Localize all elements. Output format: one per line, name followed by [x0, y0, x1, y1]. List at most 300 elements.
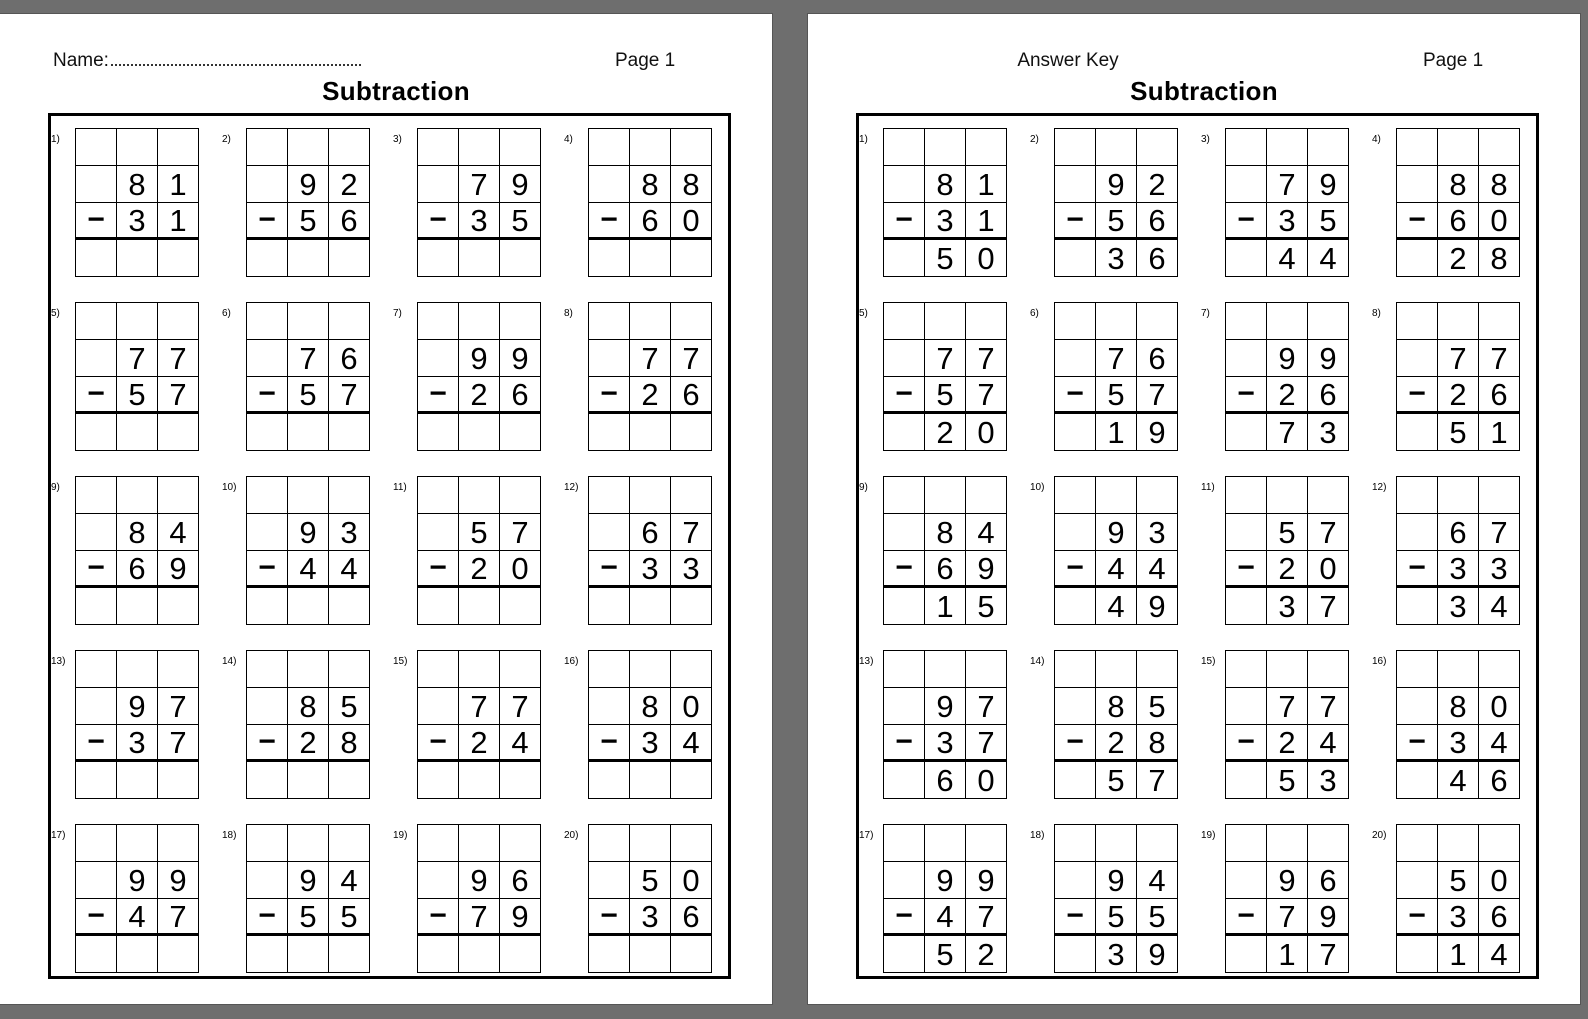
answer-blank	[1055, 762, 1096, 799]
blank-cell	[1479, 825, 1520, 862]
blank-cell	[671, 477, 712, 514]
blank-cell	[589, 129, 630, 166]
minuend-ones: 6	[1137, 340, 1178, 377]
blank-cell	[884, 514, 925, 551]
answer-blank[interactable]	[418, 588, 459, 625]
problem-1	[859, 128, 1009, 278]
problem-13	[51, 650, 201, 800]
subtrahend-tens: 3	[1438, 725, 1479, 762]
problem-10	[222, 476, 372, 626]
problem-grid	[75, 824, 199, 973]
problem-grid	[588, 128, 712, 277]
problem-number: 4)	[564, 134, 573, 145]
problem-number: 15)	[1201, 656, 1216, 667]
answer-ones-blank[interactable]	[329, 588, 370, 625]
subtrahend-ones: 4	[1137, 551, 1178, 588]
answer-tens-blank[interactable]	[117, 414, 158, 451]
answer-tens-blank[interactable]	[288, 414, 329, 451]
blank-cell	[158, 303, 199, 340]
problem-18	[1030, 824, 1180, 974]
subtrahend-tens: 6	[630, 203, 671, 240]
answer-blank[interactable]	[589, 936, 630, 973]
blank-cell	[500, 477, 541, 514]
problem-number: 19)	[1201, 830, 1216, 841]
blank-cell	[925, 303, 966, 340]
answer-blank	[884, 762, 925, 799]
problem-number: 10)	[1030, 482, 1045, 493]
minuend-tens: 9	[117, 862, 158, 899]
blank-cell	[288, 303, 329, 340]
answer-ones: 9	[1137, 936, 1178, 973]
problem-grid	[1396, 824, 1520, 973]
blank-cell	[1397, 477, 1438, 514]
problem-grid	[75, 302, 199, 451]
answer-tens-blank[interactable]	[288, 588, 329, 625]
answer-tens-blank[interactable]	[117, 588, 158, 625]
problem-grid	[1225, 128, 1349, 277]
blank-cell	[76, 129, 117, 166]
minuend-ones: 9	[1308, 340, 1349, 377]
blank-cell	[418, 166, 459, 203]
answer-ones: 3	[1308, 414, 1349, 451]
minus-sign: −	[1055, 377, 1096, 414]
blank-cell	[1226, 340, 1267, 377]
answer-blank[interactable]	[589, 588, 630, 625]
subtrahend-tens: 4	[925, 899, 966, 936]
minuend-ones: 2	[1137, 166, 1178, 203]
subtrahend-ones: 0	[1308, 551, 1349, 588]
problem-grid	[1225, 824, 1349, 973]
subtrahend-ones: 8	[1137, 725, 1178, 762]
answer-blank[interactable]	[418, 240, 459, 277]
problem-grid	[1054, 824, 1178, 973]
blank-cell	[117, 651, 158, 688]
blank-cell	[1397, 825, 1438, 862]
problem-5	[859, 302, 1009, 452]
minuend-ones: 7	[1479, 340, 1520, 377]
problem-7	[393, 302, 543, 452]
problem-grid	[1225, 302, 1349, 451]
answer-blank[interactable]	[247, 936, 288, 973]
blank-cell	[1226, 862, 1267, 899]
problem-number: 6)	[1030, 308, 1039, 319]
subtrahend-ones: 6	[500, 377, 541, 414]
minuend-tens: 9	[459, 862, 500, 899]
blank-cell	[1438, 825, 1479, 862]
problem-15	[1201, 650, 1351, 800]
blank-cell	[1397, 166, 1438, 203]
minus-sign: −	[1055, 725, 1096, 762]
answer-blank	[1397, 762, 1438, 799]
blank-cell	[1055, 862, 1096, 899]
answer-ones-blank[interactable]	[329, 240, 370, 277]
blank-cell	[76, 825, 117, 862]
problems-frame	[856, 113, 1539, 979]
answer-blank[interactable]	[76, 414, 117, 451]
answer-ones-blank[interactable]	[329, 414, 370, 451]
blank-cell	[288, 825, 329, 862]
answer-ones-blank[interactable]	[500, 240, 541, 277]
subtrahend-tens: 2	[288, 725, 329, 762]
blank-cell	[1137, 825, 1178, 862]
answer-tens-blank[interactable]	[288, 936, 329, 973]
problem-grid	[883, 476, 1007, 625]
answer-ones: 7	[1137, 762, 1178, 799]
blank-cell	[1055, 514, 1096, 551]
blank-cell	[418, 862, 459, 899]
answer-blank[interactable]	[418, 762, 459, 799]
blank-cell	[884, 166, 925, 203]
problem-10	[1030, 476, 1180, 626]
answer-ones: 9	[1137, 414, 1178, 451]
blank-cell	[1267, 129, 1308, 166]
answer-ones-blank[interactable]	[329, 762, 370, 799]
problem-number: 2)	[222, 134, 231, 145]
subtrahend-ones: 4	[671, 725, 712, 762]
blank-cell	[418, 651, 459, 688]
answer-tens-blank[interactable]	[117, 762, 158, 799]
subtrahend-tens: 3	[117, 725, 158, 762]
blank-cell	[1096, 303, 1137, 340]
blank-cell	[589, 825, 630, 862]
problem-grid	[1054, 476, 1178, 625]
answer-ones-blank[interactable]	[500, 414, 541, 451]
blank-cell	[884, 825, 925, 862]
answer-ones-blank[interactable]	[158, 936, 199, 973]
answer-tens: 1	[1438, 936, 1479, 973]
answer-blank	[1055, 936, 1096, 973]
blank-cell	[76, 166, 117, 203]
blank-cell	[288, 651, 329, 688]
answer-ones-blank[interactable]	[671, 240, 712, 277]
answer-tens-blank[interactable]	[459, 588, 500, 625]
subtrahend-tens: 3	[459, 203, 500, 240]
subtrahend-ones: 3	[1479, 551, 1520, 588]
blank-cell	[1479, 129, 1520, 166]
answer-blank[interactable]	[589, 762, 630, 799]
answer-ones-blank[interactable]	[671, 414, 712, 451]
blank-cell	[329, 825, 370, 862]
problem-9	[51, 476, 201, 626]
answer-blank[interactable]	[76, 240, 117, 277]
blank-cell	[1226, 166, 1267, 203]
subtrahend-ones: 7	[158, 377, 199, 414]
blank-cell	[288, 129, 329, 166]
blank-cell	[1438, 651, 1479, 688]
problem-grid	[1396, 128, 1520, 277]
problem-number: 4)	[1372, 134, 1381, 145]
answer-blank[interactable]	[247, 588, 288, 625]
minuend-ones: 9	[500, 166, 541, 203]
subtrahend-tens: 3	[630, 551, 671, 588]
subtrahend-ones: 6	[1137, 203, 1178, 240]
answer-tens: 3	[1096, 240, 1137, 277]
subtrahend-tens: 6	[1438, 203, 1479, 240]
answer-tens: 4	[1267, 240, 1308, 277]
minuend-ones: 5	[329, 688, 370, 725]
subtrahend-ones: 7	[966, 725, 1007, 762]
answer-blank[interactable]	[76, 936, 117, 973]
answer-tens-blank[interactable]	[288, 762, 329, 799]
subtrahend-ones: 5	[500, 203, 541, 240]
subtrahend-ones: 4	[329, 551, 370, 588]
minuend-ones: 6	[329, 340, 370, 377]
blank-cell	[1397, 129, 1438, 166]
answer-ones-blank[interactable]	[158, 588, 199, 625]
blank-cell	[158, 651, 199, 688]
blank-cell	[1055, 477, 1096, 514]
answer-tens-blank[interactable]	[288, 240, 329, 277]
minuend-tens: 9	[1267, 340, 1308, 377]
answer-tens: 4	[1438, 762, 1479, 799]
subtrahend-tens: 2	[1267, 551, 1308, 588]
problem-grid	[588, 476, 712, 625]
problem-grid	[1396, 650, 1520, 799]
problem-number: 3)	[1201, 134, 1210, 145]
minuend-tens: 9	[925, 688, 966, 725]
minuend-tens: 6	[1438, 514, 1479, 551]
problem-number: 2)	[1030, 134, 1039, 145]
subtrahend-ones: 0	[1479, 203, 1520, 240]
blank-cell	[1137, 477, 1178, 514]
answer-ones: 4	[1308, 240, 1349, 277]
minuend-ones: 5	[1137, 688, 1178, 725]
minuend-ones: 9	[966, 862, 1007, 899]
subtrahend-ones: 6	[1479, 899, 1520, 936]
minus-sign: −	[1226, 899, 1267, 936]
answer-tens-blank[interactable]	[117, 936, 158, 973]
answer-blank	[1397, 588, 1438, 625]
problem-15	[393, 650, 543, 800]
answer-blank	[1397, 936, 1438, 973]
answer-tens-blank[interactable]	[459, 414, 500, 451]
subtrahend-tens: 2	[459, 725, 500, 762]
blank-cell	[630, 477, 671, 514]
subtrahend-tens: 2	[1438, 377, 1479, 414]
blank-cell	[630, 825, 671, 862]
answer-ones-blank[interactable]	[500, 588, 541, 625]
answer-tens: 2	[925, 414, 966, 451]
problem-number: 1)	[859, 134, 868, 145]
answer-ones-blank[interactable]	[671, 936, 712, 973]
minus-sign: −	[76, 377, 117, 414]
answer-ones: 4	[1479, 588, 1520, 625]
subtrahend-tens: 3	[630, 899, 671, 936]
minus-sign: −	[589, 377, 630, 414]
blank-cell	[1397, 651, 1438, 688]
answer-ones-blank[interactable]	[329, 936, 370, 973]
problem-18	[222, 824, 372, 974]
answer-tens-blank[interactable]	[117, 240, 158, 277]
minus-sign: −	[247, 377, 288, 414]
minuend-ones: 8	[1479, 166, 1520, 203]
answer-ones: 0	[966, 240, 1007, 277]
minus-sign: −	[1226, 551, 1267, 588]
problem-5	[51, 302, 201, 452]
problem-grid	[246, 302, 370, 451]
blank-cell	[1137, 651, 1178, 688]
problem-11	[1201, 476, 1351, 626]
subtrahend-tens: 6	[117, 551, 158, 588]
problem-19	[393, 824, 543, 974]
answer-blank[interactable]	[418, 936, 459, 973]
minus-sign: −	[418, 551, 459, 588]
minuend-tens: 8	[288, 688, 329, 725]
minuend-tens: 8	[630, 166, 671, 203]
answer-ones-blank[interactable]	[500, 936, 541, 973]
problem-9	[859, 476, 1009, 626]
blank-cell	[884, 651, 925, 688]
problem-grid	[1054, 302, 1178, 451]
answer-ones-blank[interactable]	[158, 414, 199, 451]
subtrahend-ones: 7	[966, 377, 1007, 414]
minuend-ones: 4	[1137, 862, 1178, 899]
blank-cell	[1055, 651, 1096, 688]
blank-cell	[247, 129, 288, 166]
answer-blank[interactable]	[247, 240, 288, 277]
answer-tens-blank[interactable]	[459, 762, 500, 799]
blank-cell	[247, 651, 288, 688]
answer-blank[interactable]	[589, 240, 630, 277]
minuend-tens: 9	[1096, 166, 1137, 203]
answer-tens-blank[interactable]	[630, 762, 671, 799]
problem-19	[1201, 824, 1351, 974]
problem-grid	[883, 824, 1007, 973]
blank-cell	[117, 477, 158, 514]
answer-ones-blank[interactable]	[158, 762, 199, 799]
answer-tens-blank[interactable]	[459, 936, 500, 973]
answer-ones: 6	[1479, 762, 1520, 799]
blank-cell	[589, 514, 630, 551]
answer-blank	[1397, 414, 1438, 451]
answer-ones: 0	[966, 762, 1007, 799]
subtrahend-ones: 6	[329, 203, 370, 240]
problem-number: 9)	[51, 482, 60, 493]
blank-cell	[1479, 303, 1520, 340]
problem-8	[564, 302, 714, 452]
minuend-ones: 7	[671, 514, 712, 551]
answer-blank[interactable]	[76, 588, 117, 625]
blank-cell	[117, 825, 158, 862]
answer-blank[interactable]	[76, 762, 117, 799]
problem-number: 8)	[1372, 308, 1381, 319]
answer-tens: 1	[925, 588, 966, 625]
answer-ones-blank[interactable]	[671, 762, 712, 799]
answer-blank[interactable]	[589, 414, 630, 451]
problem-grid	[417, 302, 541, 451]
minuend-ones: 7	[500, 688, 541, 725]
blank-cell	[1226, 129, 1267, 166]
subtrahend-ones: 9	[158, 551, 199, 588]
minuend-tens: 7	[630, 340, 671, 377]
blank-cell	[1438, 129, 1479, 166]
problem-17	[51, 824, 201, 974]
minuend-tens: 5	[459, 514, 500, 551]
minus-sign: −	[418, 377, 459, 414]
problem-grid	[883, 650, 1007, 799]
subtrahend-ones: 7	[158, 725, 199, 762]
blank-cell	[418, 825, 459, 862]
answer-blank[interactable]	[247, 762, 288, 799]
blank-cell	[589, 303, 630, 340]
problem-number: 16)	[1372, 656, 1387, 667]
blank-cell	[418, 514, 459, 551]
minuend-tens: 7	[1096, 340, 1137, 377]
answer-blank[interactable]	[247, 414, 288, 451]
answer-tens-blank[interactable]	[630, 240, 671, 277]
minuend-tens: 5	[630, 862, 671, 899]
minus-sign: −	[589, 899, 630, 936]
blank-cell	[589, 651, 630, 688]
answer-tens-blank[interactable]	[630, 936, 671, 973]
problem-20	[1372, 824, 1522, 974]
blank-cell	[1055, 303, 1096, 340]
subtrahend-ones: 1	[158, 203, 199, 240]
problem-grid	[1225, 650, 1349, 799]
answer-ones-blank[interactable]	[500, 762, 541, 799]
blank-cell	[117, 129, 158, 166]
blank-cell	[158, 825, 199, 862]
answer-blank	[1226, 588, 1267, 625]
problem-grid	[588, 302, 712, 451]
subtrahend-tens: 3	[1438, 551, 1479, 588]
minuend-tens: 9	[1096, 514, 1137, 551]
subtrahend-tens: 3	[630, 725, 671, 762]
blank-cell	[630, 651, 671, 688]
answer-tens-blank[interactable]	[630, 414, 671, 451]
problem-12	[564, 476, 714, 626]
minuend-ones: 3	[1137, 514, 1178, 551]
minus-sign: −	[418, 899, 459, 936]
problem-number: 17)	[859, 830, 874, 841]
answer-ones: 8	[1479, 240, 1520, 277]
problem-number: 14)	[222, 656, 237, 667]
problem-number: 17)	[51, 830, 66, 841]
minuend-tens: 7	[1267, 688, 1308, 725]
minuend-ones: 4	[966, 514, 1007, 551]
answer-blank[interactable]	[418, 414, 459, 451]
minuend-ones: 7	[966, 340, 1007, 377]
blank-cell	[1479, 477, 1520, 514]
answer-tens-blank[interactable]	[630, 588, 671, 625]
minuend-tens: 8	[1438, 688, 1479, 725]
blank-cell	[966, 477, 1007, 514]
blank-cell	[925, 477, 966, 514]
minus-sign: −	[76, 725, 117, 762]
blank-cell	[1308, 303, 1349, 340]
blank-cell	[247, 688, 288, 725]
problem-16	[564, 650, 714, 800]
blank-cell	[329, 303, 370, 340]
blank-cell	[247, 340, 288, 377]
minus-sign: −	[76, 551, 117, 588]
minuend-tens: 8	[630, 688, 671, 725]
blank-cell	[76, 862, 117, 899]
answer-ones-blank[interactable]	[158, 240, 199, 277]
blank-cell	[589, 477, 630, 514]
blank-cell	[288, 477, 329, 514]
answer-ones-blank[interactable]	[671, 588, 712, 625]
answer-tens-blank[interactable]	[459, 240, 500, 277]
blank-cell	[76, 477, 117, 514]
blank-cell	[925, 129, 966, 166]
problem-number: 20)	[564, 830, 579, 841]
blank-cell	[884, 688, 925, 725]
problem-grid	[246, 476, 370, 625]
problem-3	[1201, 128, 1351, 278]
blank-cell	[966, 651, 1007, 688]
blank-cell	[418, 303, 459, 340]
